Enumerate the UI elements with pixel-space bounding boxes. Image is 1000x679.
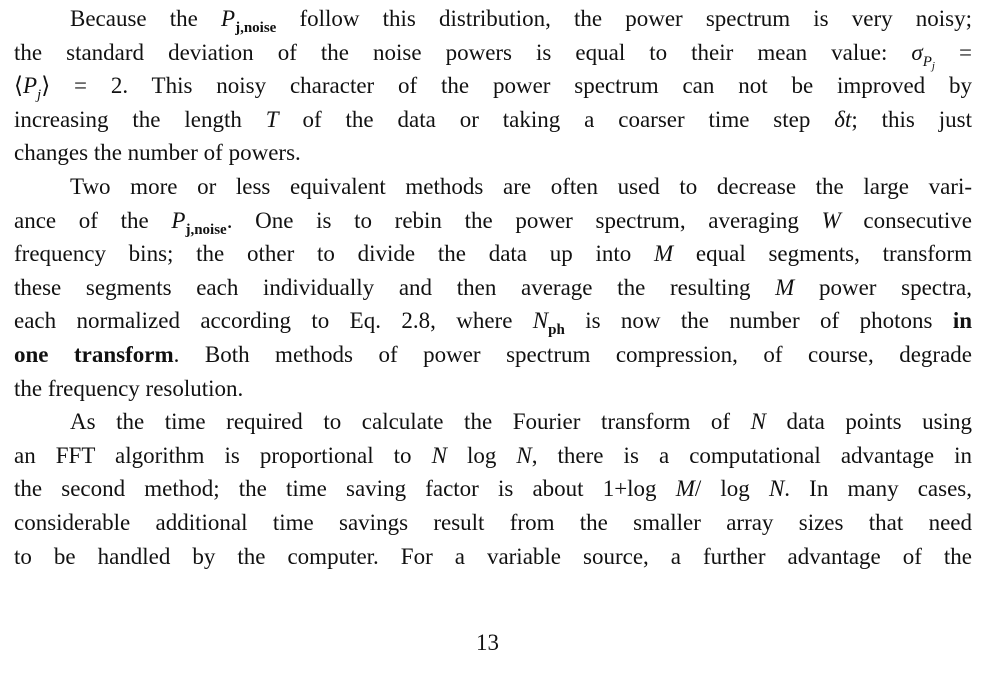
text-line: As the time required to calculate the Fourier transform of N data points using <box>70 409 972 435</box>
text-line: Because the $P_{j,noise}$ follow this distribution, the power spectrum is very noisy; <box>70 6 972 36</box>
text-line: $⟨P_j⟩ = 2$. This noisy character of the power spectrum can not be improved by <box>14 73 972 104</box>
text-line: considerable additional time savings result from the smaller array sizes that need <box>14 509 972 535</box>
text-line: one transform. Both methods of power spectrum compression, of course, degrade <box>14 341 973 367</box>
paragraph-3 <box>14 405 972 573</box>
text-line: the frequency resolution. <box>14 375 244 401</box>
text-line: the second method; the time saving factor is about 1+log M/ log N. In many cases, <box>14 476 972 502</box>
text-line: frequency bins; the other to divide the data up into M equal segments, transform <box>14 241 972 267</box>
paragraph-2 <box>14 170 972 405</box>
text-line: the standard deviation of the noise powers is equal to their mean value: $\sigma_{Pj}$ = <box>14 39 972 72</box>
text-line: changes the number of powers. <box>14 140 301 166</box>
paragraph-1 <box>14 2 972 170</box>
text-line: an FFT algorithm is proportional to N log N, there is a computational advantage in <box>14 442 972 468</box>
text-line: increasing the length T of the data or taking a coarser time step δt; this just <box>14 106 972 132</box>
text-line: each normalized according to Eq. 2.8, where $N_{ph}$ is now the number of photons in <box>14 308 972 339</box>
body-text <box>14 2 972 573</box>
text-line: to be handled by the computer. For a variable source, a further advantage of the <box>14 543 972 569</box>
text-line: ance of the $P_{j,noise}$. One is to rebin the power spectrum, averaging W consecutive <box>14 207 972 238</box>
text-line: Two more or less equivalent methods are often used to decrease the large vari- <box>70 173 972 199</box>
text-line: these segments each individually and then average the resulting M power spectra, <box>14 274 973 300</box>
page-number: 13 <box>476 630 499 655</box>
